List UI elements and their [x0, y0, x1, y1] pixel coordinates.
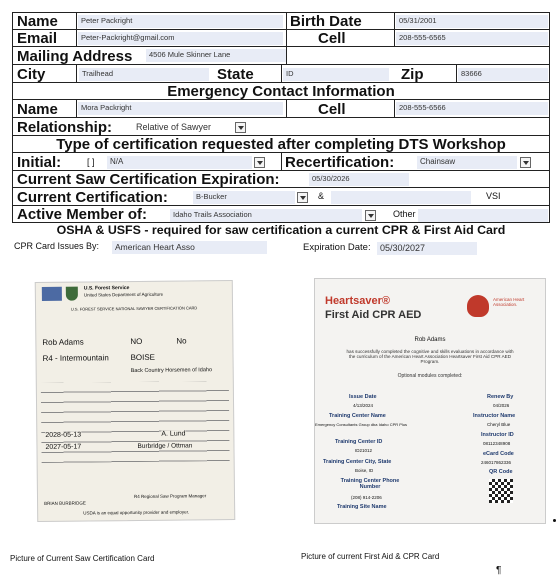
- divider: [281, 153, 282, 170]
- recertification-select[interactable]: Chainsaw: [417, 156, 517, 169]
- usfs-shield-icon: [66, 287, 78, 301]
- date-1: 2028-05-13: [45, 431, 82, 439]
- osha-notice: OSHA & USFS - required for saw certification a current CPR & First Aid Card: [56, 223, 506, 237]
- tc-city-label: Training Center City, State: [323, 459, 392, 465]
- active-member-label: Active Member of:: [17, 206, 148, 223]
- active-member-select[interactable]: Idaho Trails Association: [170, 209, 362, 222]
- region: R4 - Intermountain: [42, 353, 109, 363]
- holder-name: Rob Adams: [414, 337, 446, 343]
- signature-name: BRIAN BURBRIDGE: [44, 500, 86, 506]
- ec-name-row: [12, 99, 550, 118]
- divider: [456, 65, 457, 82]
- renew-value: 04/2026: [493, 403, 510, 408]
- divider: [286, 30, 287, 46]
- emergency-contact-heading: Emergency Contact Information: [167, 83, 395, 100]
- name-label: Name: [17, 13, 58, 30]
- relationship-row: [12, 117, 550, 136]
- active-member-row: [12, 205, 550, 223]
- date-2: 2027-05-17: [45, 443, 82, 451]
- name-row: [12, 12, 550, 30]
- cert-type-title-row: [12, 135, 550, 153]
- zip-field[interactable]: 83666: [458, 68, 548, 81]
- issue-value: 4/13/2024: [353, 403, 374, 408]
- divider: [394, 30, 395, 46]
- relationship-dropdown-icon[interactable]: [235, 122, 246, 133]
- usfs-logo: [42, 287, 62, 301]
- card-title: U.S. FOREST SERVICE NATIONAL SAWYER CERTIFICATION CARD: [70, 305, 198, 312]
- email-row: [12, 29, 550, 47]
- ec-name-label: Name: [17, 101, 58, 118]
- zip-label: Zip: [401, 66, 424, 83]
- tc-id-value: ID21012: [355, 448, 373, 453]
- pilcrow-mark: ¶: [496, 565, 502, 576]
- current-cert-row: [12, 187, 550, 206]
- relationship-select[interactable]: Relative of Sawyer: [133, 121, 233, 134]
- mailing-address-label: Mailing Address: [17, 48, 133, 65]
- dept-text: United States Department of Agriculture: [83, 291, 164, 298]
- tc-phone-label: Training Center Phone Number: [340, 478, 400, 490]
- ampersand: &: [318, 191, 325, 201]
- recertification-dropdown-icon[interactable]: [520, 157, 531, 168]
- agency-text: U.S. Forest Service: [83, 285, 130, 292]
- cpr-issuer-field[interactable]: American Heart Asso: [112, 241, 267, 254]
- heartsaver-brand: Heartsaver®: [325, 295, 390, 307]
- relationship-label: Relationship:: [17, 119, 113, 136]
- initial-label: Initial:: [17, 154, 62, 171]
- initial-row: [12, 152, 550, 171]
- instructor-id-label: Instructor ID: [481, 432, 514, 438]
- divider: [76, 30, 77, 46]
- issue-label: Issue Date: [349, 394, 377, 400]
- instructor-name-label: Instructor Name: [473, 413, 516, 419]
- birth-date-field[interactable]: 05/31/2001: [396, 15, 548, 28]
- ecard-label: eCard Code: [483, 451, 514, 457]
- bullet-mark: [553, 519, 556, 522]
- aed-title: First Aid CPR AED: [325, 309, 422, 321]
- cert-type-heading: Type of certification requested after completing DTS Workshop: [56, 136, 506, 153]
- ec-cell-label: Cell: [318, 101, 346, 118]
- expiration-label: Current Saw Certification Expiration:: [17, 171, 280, 188]
- mailing-row: [12, 46, 550, 65]
- signature-title: R4 Regional Saw Program Manager: [133, 493, 207, 500]
- site-label: Training Site Name: [337, 504, 387, 510]
- expiration-row: [12, 170, 550, 188]
- other-label: Other: [393, 209, 416, 219]
- evaluator-1: A. Lund: [161, 430, 186, 438]
- name-field[interactable]: Peter Packright: [78, 15, 283, 28]
- holder-name: Rob Adams: [42, 337, 84, 347]
- tc-city-value: Boise, ID: [355, 468, 374, 473]
- email-field[interactable]: Peter-Packright@gmail.com: [78, 32, 283, 45]
- expiration-field[interactable]: 05/30/2026: [309, 173, 409, 186]
- tc-name-label: Training Center Name: [329, 413, 386, 419]
- aha-heart-icon: [467, 295, 489, 317]
- divider: [394, 100, 395, 117]
- no-value-2: No: [176, 336, 187, 346]
- saw-card-photo: [35, 280, 236, 522]
- aed-card-photo: [314, 278, 546, 524]
- qr-code-icon: [489, 479, 513, 503]
- city-row: [12, 64, 550, 83]
- divider: [394, 13, 395, 29]
- recertification-label: Recertification:: [285, 154, 395, 171]
- current-cert-dropdown-icon[interactable]: [297, 192, 308, 203]
- emergency-title-row: [12, 82, 550, 100]
- vsi-label: VSI: [486, 191, 501, 201]
- no-value-1: NO: [130, 336, 143, 347]
- divider: [281, 65, 282, 82]
- tc-id-label: Training Center ID: [335, 439, 383, 445]
- birth-date-label: Birth Date: [290, 13, 362, 30]
- aha-text: American Heart Association.: [493, 297, 525, 307]
- saw-card-caption: Picture of Current Saw Certification Card: [10, 554, 155, 563]
- renew-label: Renew By: [487, 394, 514, 400]
- cell-field[interactable]: 208-555-6565: [396, 32, 548, 45]
- divider: [286, 47, 287, 64]
- city-label: City: [17, 66, 46, 83]
- divider: [76, 65, 77, 82]
- org: Back Country Horsemen of Idaho: [130, 367, 213, 375]
- tc-phone-value: (208) 914-2206: [351, 495, 382, 500]
- city-field[interactable]: Trailhead: [79, 68, 209, 81]
- initial-dropdown-icon[interactable]: [254, 157, 265, 168]
- evaluator-2: Burbridge / Ottman: [137, 442, 193, 450]
- divider: [286, 13, 287, 29]
- ec-name-field[interactable]: Mora Packright: [78, 102, 283, 115]
- exp-date-label: Expiration Date:: [303, 242, 371, 253]
- initial-select[interactable]: N/A: [107, 156, 252, 169]
- second-cert-field[interactable]: [331, 191, 471, 204]
- city: BOISE: [130, 352, 156, 363]
- tc-name-value: Emergency Consultants Group dba Idaho CPR Plus: [315, 422, 408, 427]
- current-cert-select[interactable]: B-Bucker: [193, 191, 295, 204]
- current-cert-label: Current Certification:: [17, 189, 168, 206]
- active-member-dropdown-icon[interactable]: [365, 210, 376, 221]
- ec-cell-field[interactable]: 208-555-6566: [396, 102, 548, 115]
- mailing-address-field[interactable]: 4506 Mule Skinner Lane: [146, 49, 286, 62]
- qr-label: QR Code: [489, 469, 513, 475]
- instructor-name-value: Cheryl Blue: [487, 422, 511, 427]
- divider: [286, 100, 287, 117]
- exp-date-field[interactable]: 05/30/2027: [377, 242, 477, 255]
- instructor-id-value: 08112348908: [483, 441, 511, 446]
- initial-checkbox[interactable]: [ ]: [87, 157, 95, 167]
- other-field[interactable]: [418, 209, 548, 222]
- card-footer: USDA is an equal opportunity provider and employer.: [83, 509, 190, 516]
- divider: [76, 13, 77, 29]
- divider: [76, 100, 77, 117]
- aed-card-caption: Picture of current First Aid & CPR Card: [301, 552, 440, 561]
- state-field[interactable]: ID: [283, 68, 389, 81]
- email-label: Email: [17, 30, 58, 47]
- modules: Optional modules completed:: [397, 373, 463, 379]
- statement: has successfully completed the cognitive and skills evaluations in accordance with the curriculum of the American Heart Association Heartsaver First Aid CPR AED Program.: [346, 349, 514, 364]
- ecard-value: 246017862336: [481, 460, 512, 465]
- state-label: State: [217, 66, 254, 83]
- cpr-issuer-label: CPR Card Issues By:: [14, 241, 100, 251]
- cell-label: Cell: [318, 30, 346, 47]
